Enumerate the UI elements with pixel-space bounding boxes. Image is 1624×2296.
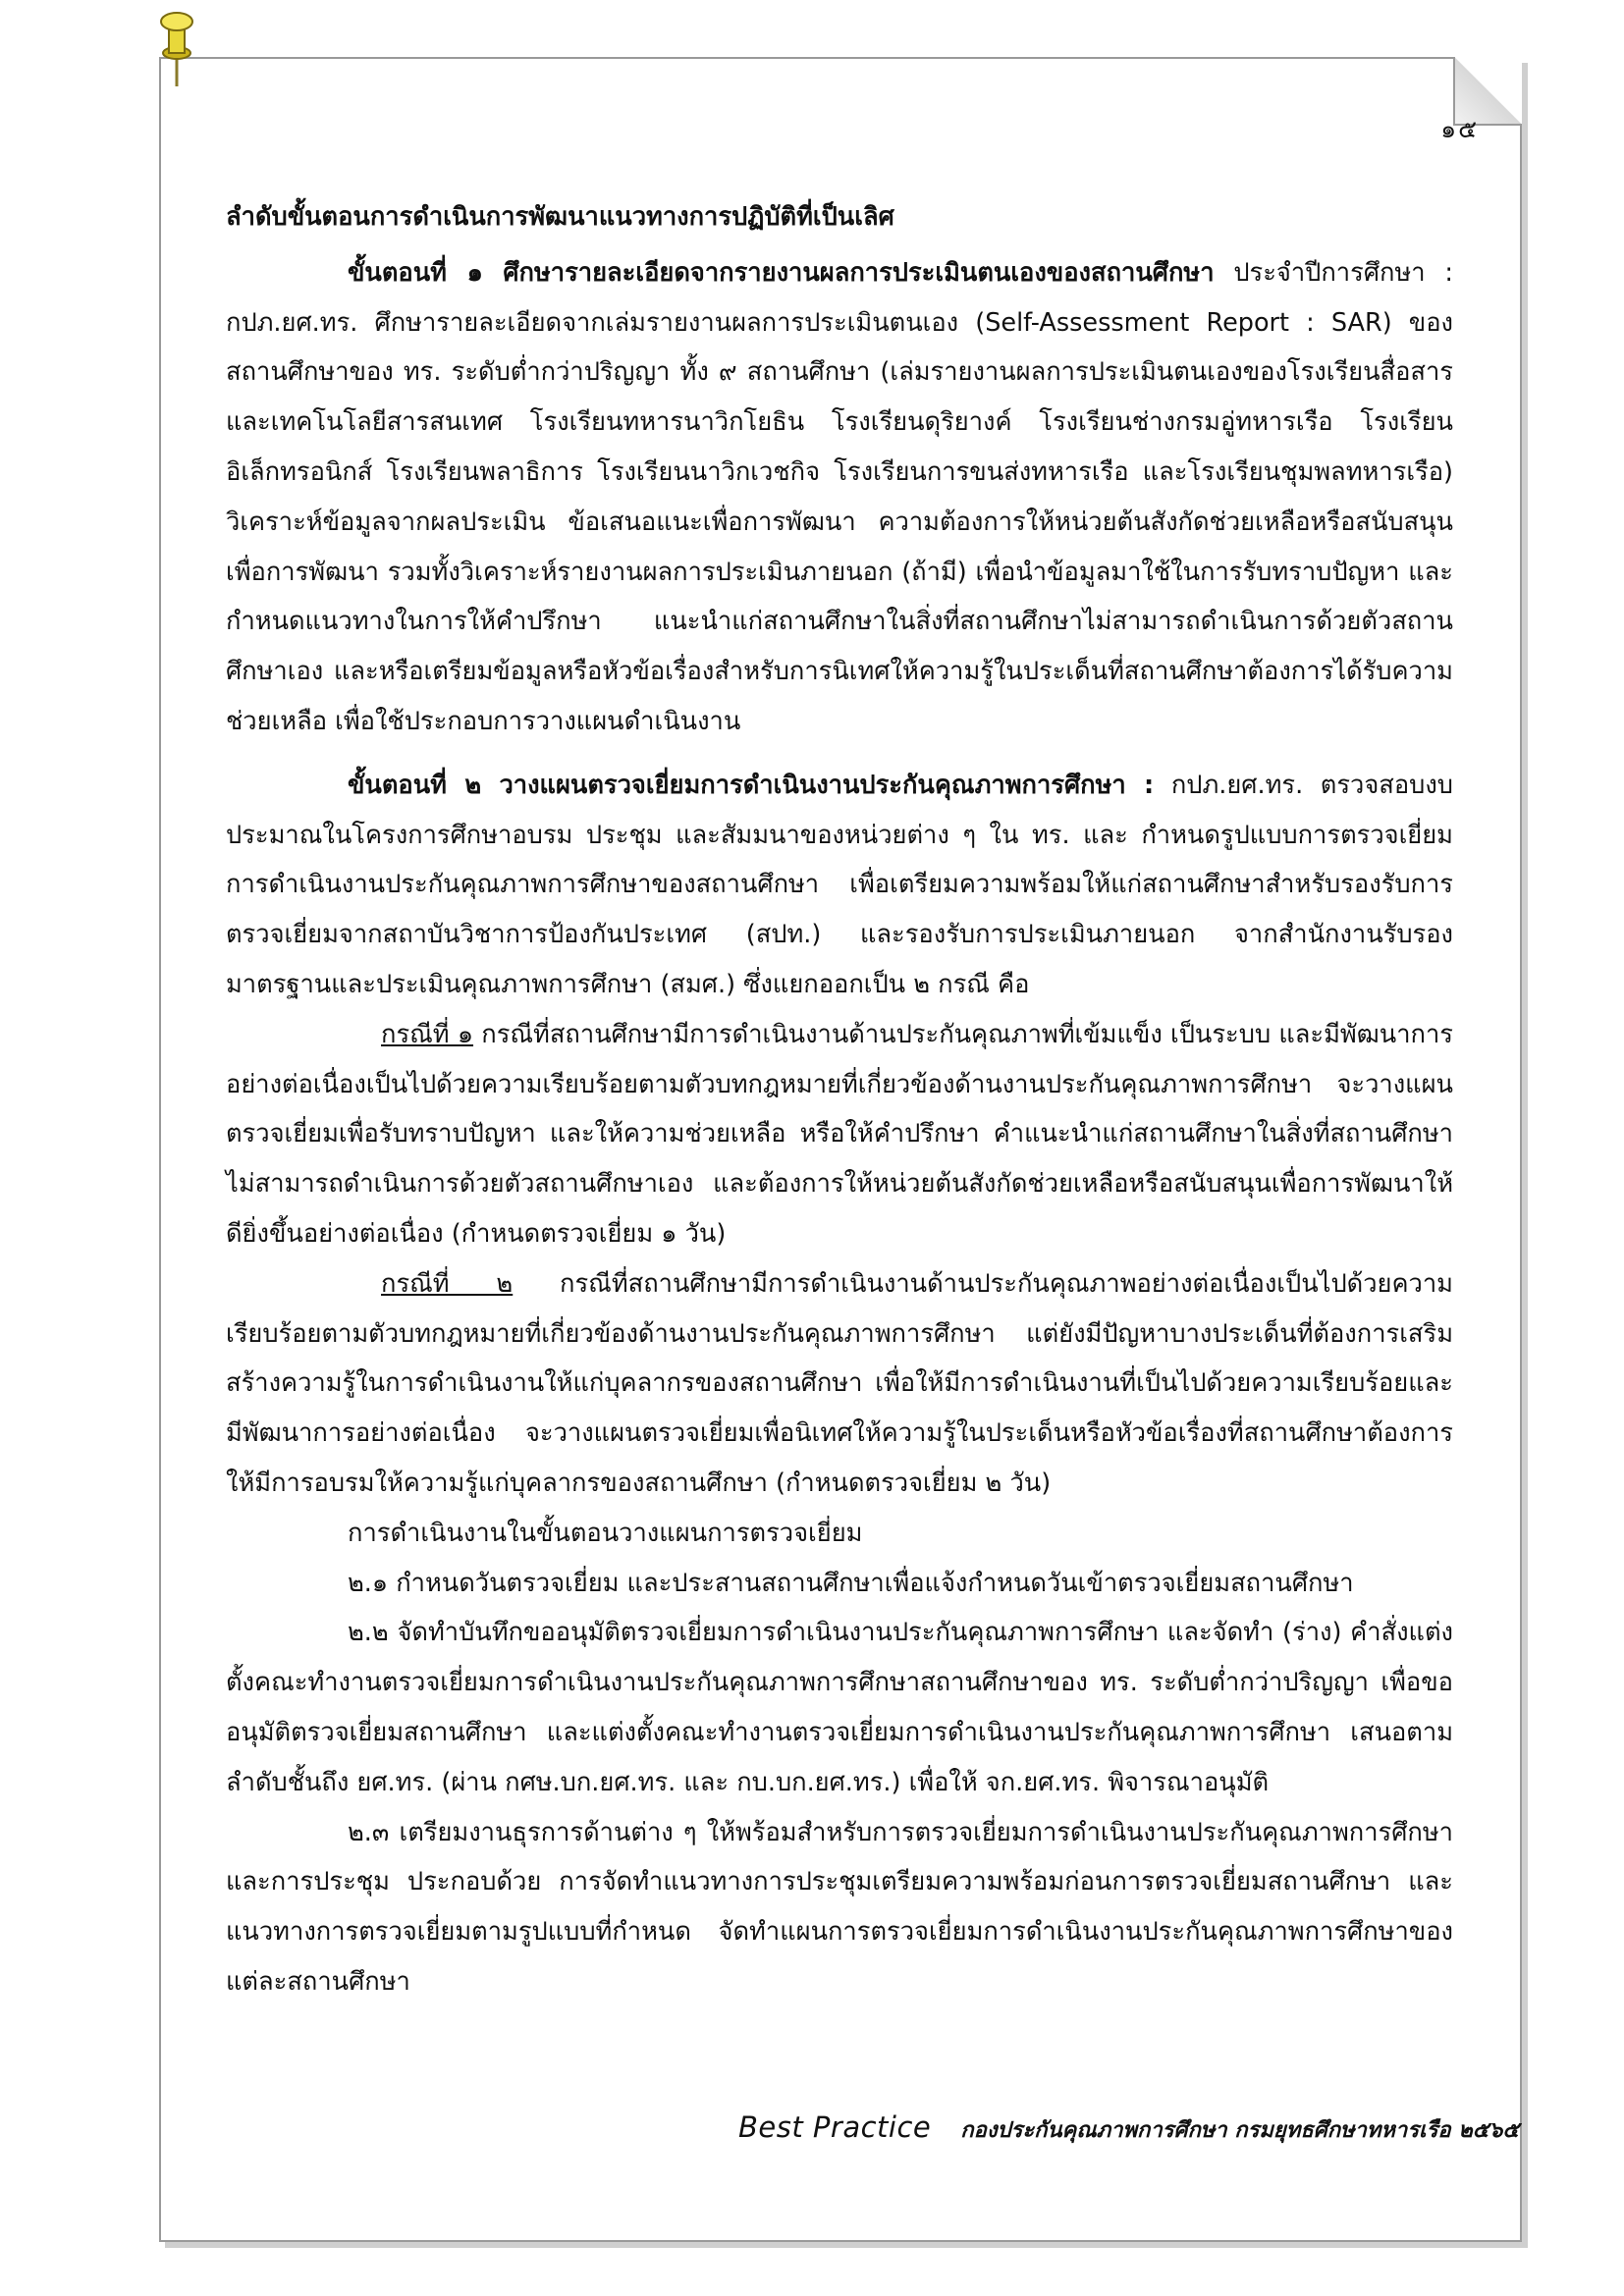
- pushpin-icon: [155, 6, 198, 88]
- planning-intro: การดำเนินงานในขั้นตอนวางแผนการตรวจเยี่ยม: [348, 1518, 863, 1548]
- step2-paragraph: [226, 761, 1453, 1010]
- footer-organization: กองประกันคุณภาพการศึกษา กรมยุทธศึกษาทหารเรือ ๒๕๖๕: [960, 2118, 1520, 2143]
- item-2-3: ๒.๓ เตรียมงานธุรการด้านต่าง ๆ ให้พร้อมสำหรับการตรวจเยี่ยมการดำเนินงานประกันคุณภาพการศึกษา และการประชุม ประกอบด้วย การจัดทำแนวทางการประชุมเตรียมความพร้อมก่อนการตรวจเยี่ยมสถานศึกษา และแนวทางการตรวจเยี่ยมตามรูปแบบที่กำหนด จัดทำแผนการตรวจเยี่ยมการดำเนินงานประกันคุณภาพการศึกษาของ แต่ละสถานศึกษา: [226, 1817, 1453, 1997]
- step2-body: กปภ.ยศ.ทร. ตรวจสอบงบประมาณในโครงการศึกษาอบรม ประชุม และสัมมนาของหน่วยต่าง ๆ ใน ทร. และ กำหนดรูปแบบการตรวจเยี่ยมการดำเนินงานประกันคุณภาพการศึกษาของสถานศึกษา เพื่อเตรียมความพร้อมให้แก่สถานศึกษาสำหรับรองรับการตรวจเยี่ยมจากสถาบันวิชาการป้องกันประเทศ (สปท.) และรองรับการประเมินภายนอก จากสำนักงานรับรองมาตรฐานและประเมินคุณภาพการศึกษา (สมศ.) ซึ่งแยกออกเป็น ๒ กรณี คือ: [226, 770, 1453, 999]
- case1-label: กรณีที่ ๑: [381, 1019, 474, 1049]
- step2-title: ขั้นตอนที่ ๒ วางแผนตรวจเยี่ยมการดำเนินงานประกันคุณภาพการศึกษา :: [348, 770, 1155, 800]
- item-2-2: ๒.๒ จัดทำบันทึกขออนุมัติตรวจเยี่ยมการดำเนินงานประกันคุณภาพการศึกษา และจัดทำ (ร่าง) คำสั่งแต่งตั้งคณะทำงานตรวจเยี่ยมการดำเนินงานประกันคุณภาพการศึกษาสถานศึกษาของ ทร. ระดับต่ำกว่าปริญญา เพื่อขออนุมัติตรวจเยี่ยมสถานศึกษา และแต่งตั้งคณะทำงานตรวจเยี่ยมการดำเนินงานประกันคุณภาพการศึกษา เสนอตามลำดับชั้นถึง ยศ.ทร. (ผ่าน กศษ.บก.ยศ.ทร. และ กบ.บก.ยศ.ทร.) เพื่อให้ จก.ยศ.ทร. พิจารณาอนุมัติ: [226, 1618, 1453, 1797]
- page-number: ๑๕: [1440, 115, 1479, 143]
- case2-label: กรณีที่ ๒: [381, 1268, 514, 1299]
- case1-body: กรณีที่สถานศึกษามีการดำเนินงานด้านประกันคุณภาพที่เข้มแข็ง เป็นระบบ และมีพัฒนาการอย่างต่อเนื่องเป็นไปด้วยความเรียบร้อยตามตัวบทกฎหมายที่เกี่ยวข้องด้านงานประกันคุณภาพการศึกษา จะวางแผนตรวจเยี่ยมเพื่อรับทราบปัญหา และให้ความช่วยเหลือ หรือให้คำปรึกษา คำแนะนำแก่สถานศึกษาในสิ่งที่สถานศึกษาไม่สามารถดำเนินการด้วยตัวสถานศึกษาเอง และต้องการให้หน่วยต้นสังกัดช่วยเหลือหรือสนับสนุนเพื่อการพัฒนาให้ดียิ่งขึ้นอย่างต่อเนื่อง (กำหนดตรวจเยี่ยม ๑ วัน): [226, 1019, 1453, 1249]
- document-body: [226, 192, 1453, 2007]
- footer-title: Best Practice: [738, 2110, 932, 2144]
- item-2-1: ๒.๑ กำหนดวันตรวจเยี่ยม และประสานสถานศึกษาเพื่อแจ้งกำหนดวันเข้าตรวจเยี่ยมสถานศึกษา: [348, 1568, 1354, 1598]
- page-footer: [738, 2110, 1524, 2147]
- step1-title: ขั้นตอนที่ ๑ ศึกษารายละเอียดจากรายงานผลการประเมินตนเองของสถานศึกษา: [348, 257, 1215, 288]
- section-heading: ลำดับขั้นตอนการดำเนินการพัฒนาแนวทางการปฏิบัติที่เป็นเลิศ: [226, 202, 894, 232]
- case1-paragraph: [226, 1010, 1453, 1259]
- case2-body: กรณีที่สถานศึกษามีการดำเนินงานด้านประกันคุณภาพอย่างต่อเนื่องเป็นไปด้วยความเรียบร้อยตามตัวบทกฎหมายที่เกี่ยวข้องด้านงานประกันคุณภาพการศึกษา แต่ยังมีปัญหาบางประเด็นที่ต้องการเสริมสร้างความรู้ในการดำเนินงานให้แก่บุคลากรของสถานศึกษา เพื่อให้มีการดำเนินงานที่เป็นไปด้วยความเรียบร้อยและมีพัฒนาการอย่างต่อเนื่อง จะวางแผนตรวจเยี่ยมเพื่อนิเทศให้ความรู้ในประเด็นหรือหัวข้อเรื่องที่สถานศึกษาต้องการให้มีการอบรมให้ความรู้แก่บุคลากรของสถานศึกษา (กำหนดตรวจเยี่ยม ๒ วัน): [226, 1268, 1453, 1498]
- case2-paragraph: [226, 1259, 1453, 1509]
- step1-paragraph: [226, 248, 1453, 747]
- step1-body: ประจำปีการศึกษา : กปภ.ยศ.ทร. ศึกษารายละเอียดจากเล่มรายงานผลการประเมินตนเอง (Self-Assessment Report : SAR) ของสถานศึกษาของ ทร. ระดับต่ำกว่าปริญญา ทั้ง ๙ สถานศึกษา (เล่มรายงานผลการประเมินตนเองของโรงเรียนสื่อสารและเทคโนโลยีสารสนเทศ โรงเรียนทหารนาวิกโยธิน โรงเรียนดุริยางค์ โรงเรียนช่างกรมอู่ทหารเรือ โรงเรียนอิเล็กทรอนิกส์ โรงเรียนพลาธิการ โรงเรียนนาวิกเวชกิจ โรงเรียนการขนส่งทหารเรือ และโรงเรียนชุมพลทหารเรือ) วิเคราะห์ข้อมูลจากผลประเมิน ข้อเสนอแนะเพื่อการพัฒนา ความต้องการให้หน่วยต้นสังกัดช่วยเหลือหรือสนับสนุนเพื่อการพัฒนา รวมทั้งวิเคราะห์รายงานผลการประเมินภายนอก (ถ้ามี) เพื่อนำข้อมูลมาใช้ในการรับทราบปัญหา และกำหนดแนวทางในการให้คำปรึกษา แนะนำแก่สถานศึกษาในสิ่งที่สถานศึกษาไม่สามารถดำเนินการด้วยตัวสถานศึกษาเอง และหรือเตรียมข้อมูลหรือหัวข้อเรื่องสำหรับการนิเทศให้ความรู้ในประเด็นที่สถานศึกษาต้องการได้รับความช่วยเหลือ เพื่อใช้ประกอบการวางแผนดำเนินงาน: [226, 257, 1453, 736]
